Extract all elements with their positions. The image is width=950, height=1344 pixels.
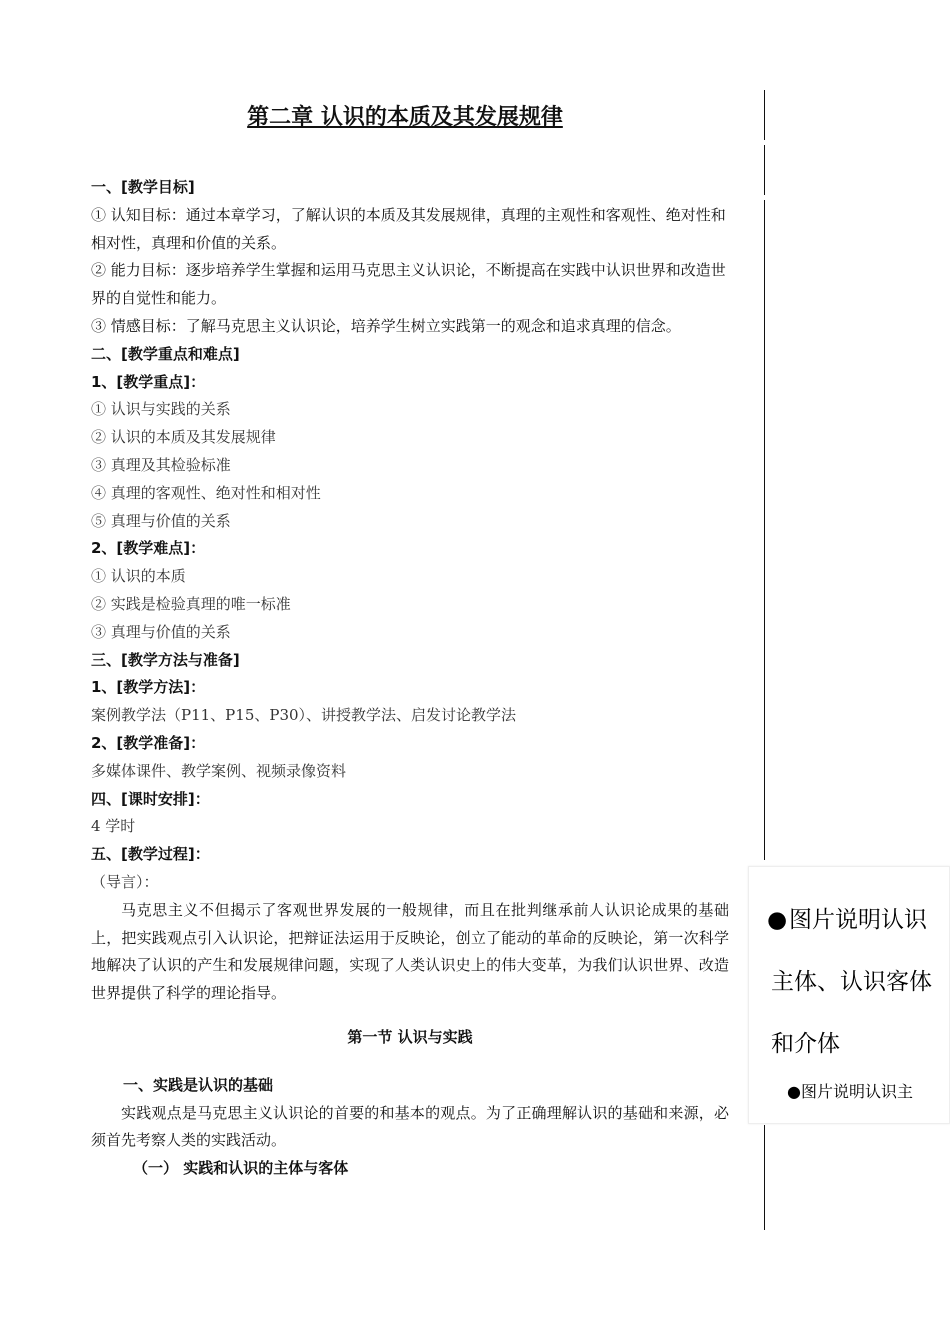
bullet-icon: ●: [767, 907, 788, 933]
paragraph: ① 认识的本质: [91, 567, 186, 586]
paragraph: ③ 真理与价值的关系: [91, 622, 231, 641]
paragraph: ② 认识的本质及其发展规律: [91, 428, 276, 447]
paragraph: ② 能力目标：逐步培养学生掌握和运用马克思主义认识论，不断提高在实践中认识世界和改造世界的自觉性和能力。: [91, 261, 726, 308]
section-heading: 2、[教学难点]：: [91, 539, 206, 558]
paragraph: ⑤ 真理与价值的关系: [91, 511, 231, 530]
document-body: [91, 174, 729, 1183]
section-heading: （一） 实践和认识的主体与客体: [133, 1159, 349, 1178]
paragraph: 多媒体课件、教学案例、视频录像资料: [91, 761, 347, 780]
paragraph: ① 认识与实践的关系: [91, 400, 231, 419]
section-heading: 五、[教学过程]：: [91, 845, 210, 864]
comment-preview: ●图片说明认识主: [787, 1082, 913, 1101]
paragraph: ③ 真理及其检验标准: [91, 455, 231, 474]
section-heading: 一、实践是认识的基础: [123, 1075, 274, 1094]
section-heading: 1、[教学方法]：: [91, 678, 206, 697]
paragraph: 案例教学法（P11、P15、P30）、讲授教学法、启发讨论教学法: [91, 706, 517, 725]
margin-line: [764, 145, 765, 195]
section-heading: 三、[教学方法与准备]: [91, 650, 240, 669]
margin-line: [764, 1125, 765, 1230]
section-heading: 二、[教学重点和难点]: [91, 344, 240, 363]
paragraph: 4 学时: [91, 817, 136, 836]
paragraph: 实践观点是马克思主义认识论的首要的和基本的观点。为了正确理解认识的基础和来源，必须首先考察人类的实践活动。: [91, 1103, 729, 1150]
section-heading: 一、[教学目标]: [91, 178, 195, 196]
section-heading: 第一节 认识与实践: [347, 1027, 473, 1046]
paragraph: ① 认知目标：通过本章学习，了解认识的本质及其发展规律，真理的主观性和客观性、绝对性和相对性，真理和价值的关系。: [91, 205, 726, 252]
section-heading: 2、[教学准备]：: [91, 733, 206, 752]
margin-line: [764, 90, 765, 140]
paragraph: 马克思主义不但揭示了客观世界发展的一般规律，而且在批判继承前人认识论成果的基础上，把实践观点引入认识论，把辩证法运用于反映论，创立了能动的革命的反映论，第一次科学地解决了认识的产生和发展规律问题，实现了人类认识史上的伟大变革，为我们认识世界、改造世界提供了科学的理论指导。: [91, 900, 729, 1003]
section-heading: 四、[课时安排]：: [91, 789, 210, 808]
paragraph: ② 实践是检验真理的唯一标准: [91, 594, 291, 613]
comment-text: ● 图片说明认识主体、认识客体和介体: [771, 889, 943, 1075]
margin-comment-box[interactable]: [748, 866, 950, 1124]
paragraph: （导言）：: [91, 872, 159, 891]
paragraph: ④ 真理的客观性、绝对性和相对性: [91, 483, 321, 502]
margin-line: [764, 200, 765, 860]
chapter-title: 第二章 认识的本质及其发展规律: [247, 105, 563, 130]
section-heading: 1、[教学重点]：: [91, 372, 206, 391]
paragraph: ③ 情感目标：了解马克思主义认识论，培养学生树立实践第一的观念和追求真理的信念。: [91, 316, 681, 335]
